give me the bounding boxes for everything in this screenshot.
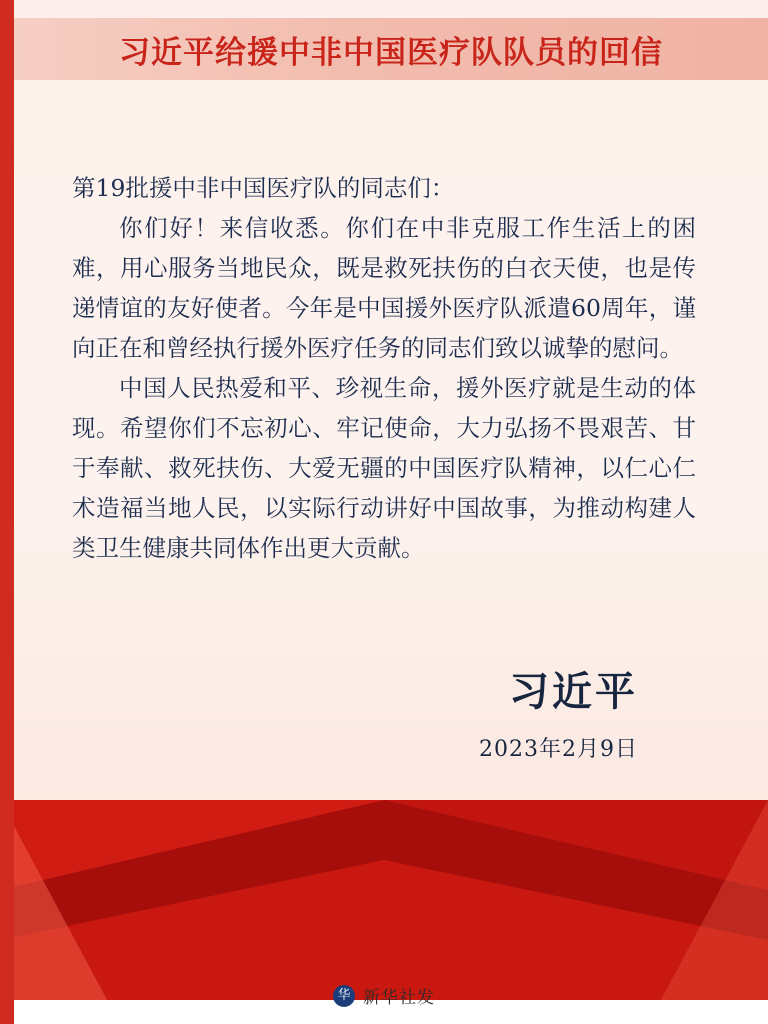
letter-salutation: 第19批援中非中国医疗队的同志们：	[72, 174, 455, 202]
agency-label: 新华社发	[363, 988, 435, 1008]
left-red-stripe	[0, 0, 14, 1024]
footer-credit	[0, 983, 768, 1008]
logo-glyph: 华	[337, 988, 351, 1003]
page-title: 习近平给援中非中国医疗队队员的回信	[119, 34, 663, 71]
poster-title-band	[14, 18, 768, 80]
letter-body	[72, 168, 696, 568]
signature: 习近平	[509, 668, 638, 715]
letter-paper	[14, 80, 768, 800]
letter-paragraph-2: 中国人民热爱和平、珍视生命，援外医疗就是生动的体现。希望你们不忘初心、牢记使命，大力弘扬不畏艰苦、甘于奉献、救死扶伤、大爱无疆的中国医疗队精神，以仁心仁术造福当地人民，以实际行动讲好中国故事，为推动构建人类卫生健康共同体作出更大贡献。	[72, 374, 696, 562]
letter-paragraph-1: 你们好！来信收悉。你们在中非克服工作生活上的困难，用心服务当地民众，既是救死扶伤的白衣天使，也是传递情谊的友好使者。今年是中国援外医疗队派遣60周年，谨向正在和曾经执行援外医疗任务的同志们致以诚挚的慰问。	[72, 214, 696, 362]
xinhua-logo-icon	[333, 985, 355, 1007]
signature-date: 2023年2月9日	[479, 737, 638, 762]
